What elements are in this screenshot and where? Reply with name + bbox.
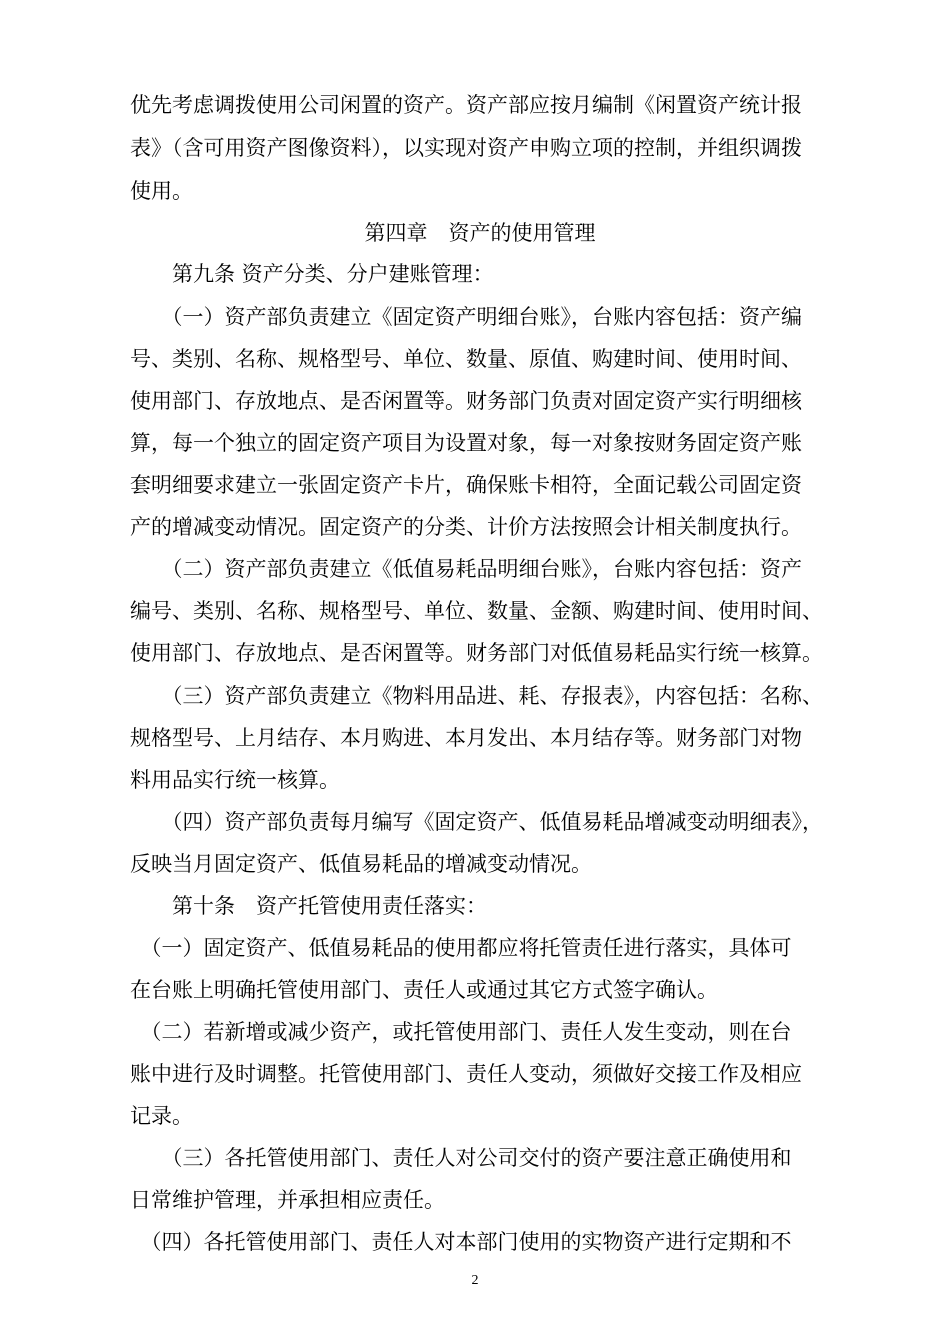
text-line: 使用部门、存放地点、是否闲置等。财务部门对低值易耗品实行统一核算。: [130, 641, 823, 665]
article-heading: 第十条 资产托管使用责任落实：: [130, 894, 487, 918]
text-line: 表》（含可用资产图像资料），以实现对资产申购立项的控制，并组织调拨: [130, 136, 802, 160]
text-line: 记录。: [130, 1104, 193, 1128]
text-line: 规格型号、上月结存、本月购进、本月发出、本月结存等。财务部门对物: [130, 726, 802, 750]
text-line: （二）若新增或减少资产，或托管使用部门、责任人发生变动，则在台: [130, 1020, 792, 1044]
text-line: 料用品实行统一核算。: [130, 768, 340, 792]
text-line: （四）资产部负责每月编写《固定资产、低值易耗品增减变动明细表》，: [130, 810, 823, 834]
text-line: 算，每一个独立的固定资产项目为设置对象，每一对象按财务固定资产账: [130, 431, 802, 455]
text-line: 优先考虑调拨使用公司闲置的资产。资产部应按月编制《闲置资产统计报: [130, 93, 802, 117]
text-line: （一）固定资产、低值易耗品的使用都应将托管责任进行落实，具体可: [130, 936, 792, 960]
text-line: 日常维护管理，并承担相应责任。: [130, 1188, 445, 1212]
text-line: 号、类别、名称、规格型号、单位、数量、原值、购建时间、使用时间、: [130, 347, 802, 371]
chapter-heading: 第四章 资产的使用管理: [364, 221, 596, 245]
text-line: （一）资产部负责建立《固定资产明细台账》，台账内容包括：资产编: [130, 305, 802, 329]
text-line: 编号、类别、名称、规格型号、单位、数量、金额、购建时间、使用时间、: [130, 599, 823, 623]
text-line: 使用部门、存放地点、是否闲置等。财务部门负责对固定资产实行明细核: [130, 389, 802, 413]
article-heading: 第九条 资产分类、分户建账管理：: [130, 262, 494, 286]
page-number: 2: [471, 1273, 479, 1288]
text-line: （四）各托管使用部门、责任人对本部门使用的实物资产进行定期和不: [130, 1230, 792, 1254]
text-line: 使用。: [130, 179, 193, 203]
text-line: （三）各托管使用部门、责任人对公司交付的资产要注意正确使用和: [130, 1146, 792, 1170]
text-line: （二）资产部负责建立《低值易耗品明细台账》，台账内容包括：资产: [130, 557, 802, 581]
text-line: 套明细要求建立一张固定资产卡片，确保账卡相符，全面记载公司固定资: [130, 473, 802, 497]
text-line: 反映当月固定资产、低值易耗品的增减变动情况。: [130, 852, 592, 876]
text-line: 账中进行及时调整。托管使用部门、责任人变动，须做好交接工作及相应: [130, 1062, 802, 1086]
text-line: 在台账上明确托管使用部门、责任人或通过其它方式签字确认。: [130, 978, 718, 1002]
text-line: （三）资产部负责建立《物料用品进、耗、存报表》，内容包括：名称、: [130, 684, 823, 708]
text-line: 产的增减变动情况。固定资产的分类、计价方法按照会计相关制度执行。: [130, 515, 802, 539]
